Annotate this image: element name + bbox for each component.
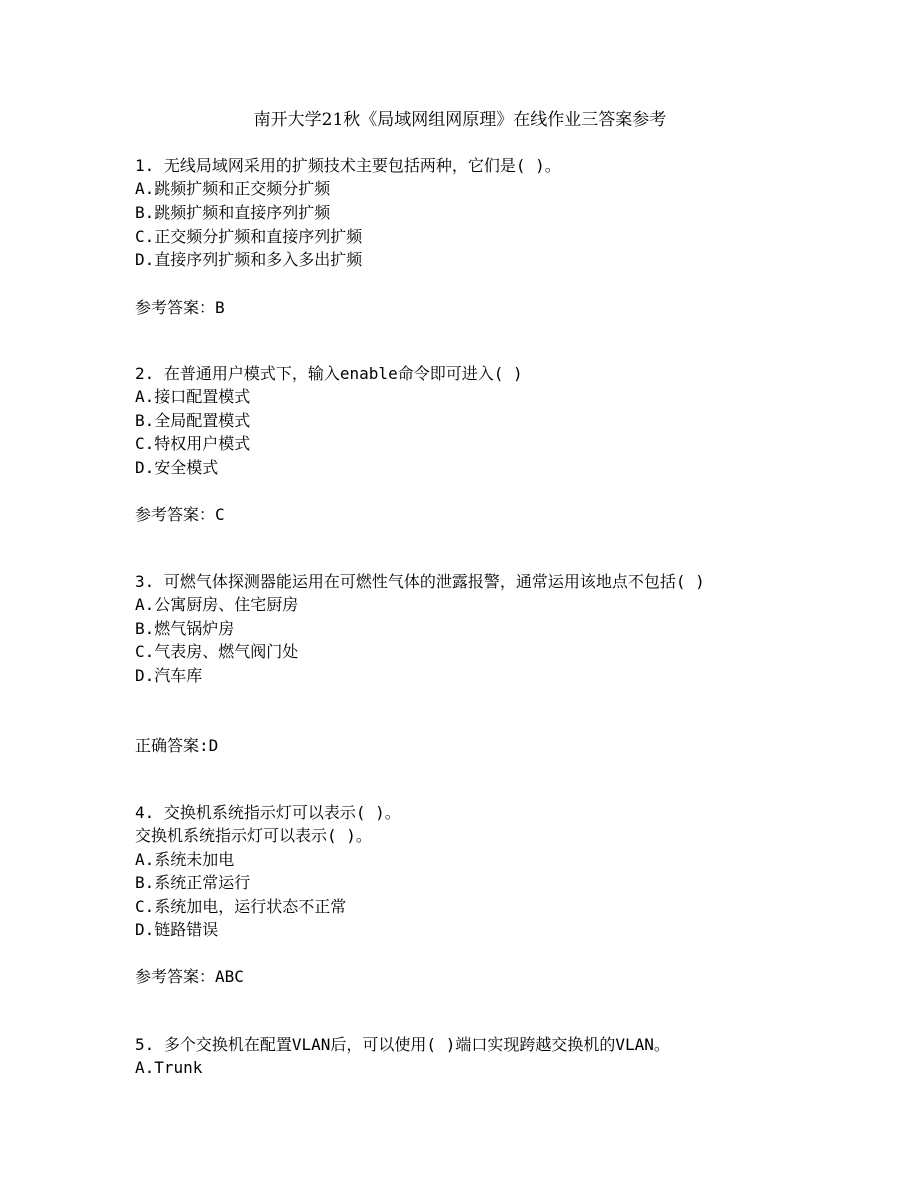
question-4-stem: 4. 交换机系统指示灯可以表示( )。 <box>135 803 401 822</box>
question-1-option-a: A.跳频扩频和正交频分扩频 <box>135 179 331 198</box>
question-4-restated: 交换机系统指示灯可以表示( )。 <box>135 826 372 845</box>
question-5-option-a: A.Trunk <box>135 1058 203 1077</box>
question-4-option-a: A.系统未加电 <box>135 850 235 869</box>
document-title: 南开大学21秋《局域网组网原理》在线作业三答案参考 <box>253 110 667 130</box>
question-1-stem: 1. 无线局域网采用的扩频技术主要包括两种，它们是( )。 <box>135 156 561 175</box>
question-3-option-d: D.汽车库 <box>135 666 203 685</box>
question-3-stem: 3. 可燃气体探测器能运用在可燃性气体的泄露报警，通常运用该地点不包括( ) <box>135 572 705 591</box>
question-1-option-b: B.跳频扩频和直接序列扩频 <box>135 203 331 222</box>
question-4-option-c: C.系统加电，运行状态不正常 <box>135 897 347 916</box>
question-4-option-b: B.系统正常运行 <box>135 873 251 892</box>
question-2-option-a: A.接口配置模式 <box>135 387 251 406</box>
question-3-option-c: C.气表房、燃气阀门处 <box>135 642 299 661</box>
question-2-option-d: D.安全模式 <box>135 458 219 477</box>
question-4-answer: 参考答案：ABC <box>135 967 244 986</box>
question-3-answer: 正确答案:D <box>135 736 219 755</box>
question-4-option-d: D.链路错误 <box>135 920 219 939</box>
question-1-option-d: D.直接序列扩频和多入多出扩频 <box>135 250 363 269</box>
question-3-option-a: A.公寓厨房、住宅厨房 <box>135 595 299 614</box>
question-2-option-c: C.特权用户模式 <box>135 434 251 453</box>
question-2-option-b: B.全局配置模式 <box>135 411 251 430</box>
question-2-stem: 2. 在普通用户模式下，输入enable命令即可进入( ) <box>135 364 523 383</box>
question-1-option-c: C.正交频分扩频和直接序列扩频 <box>135 227 363 246</box>
question-1-answer: 参考答案：B <box>135 298 225 317</box>
question-5-stem: 5. 多个交换机在配置VLAN后，可以使用( )端口实现跨越交换机的VLAN。 <box>135 1035 670 1054</box>
question-2-answer: 参考答案：C <box>135 505 225 524</box>
question-3-option-b: B.燃气锅炉房 <box>135 619 235 638</box>
